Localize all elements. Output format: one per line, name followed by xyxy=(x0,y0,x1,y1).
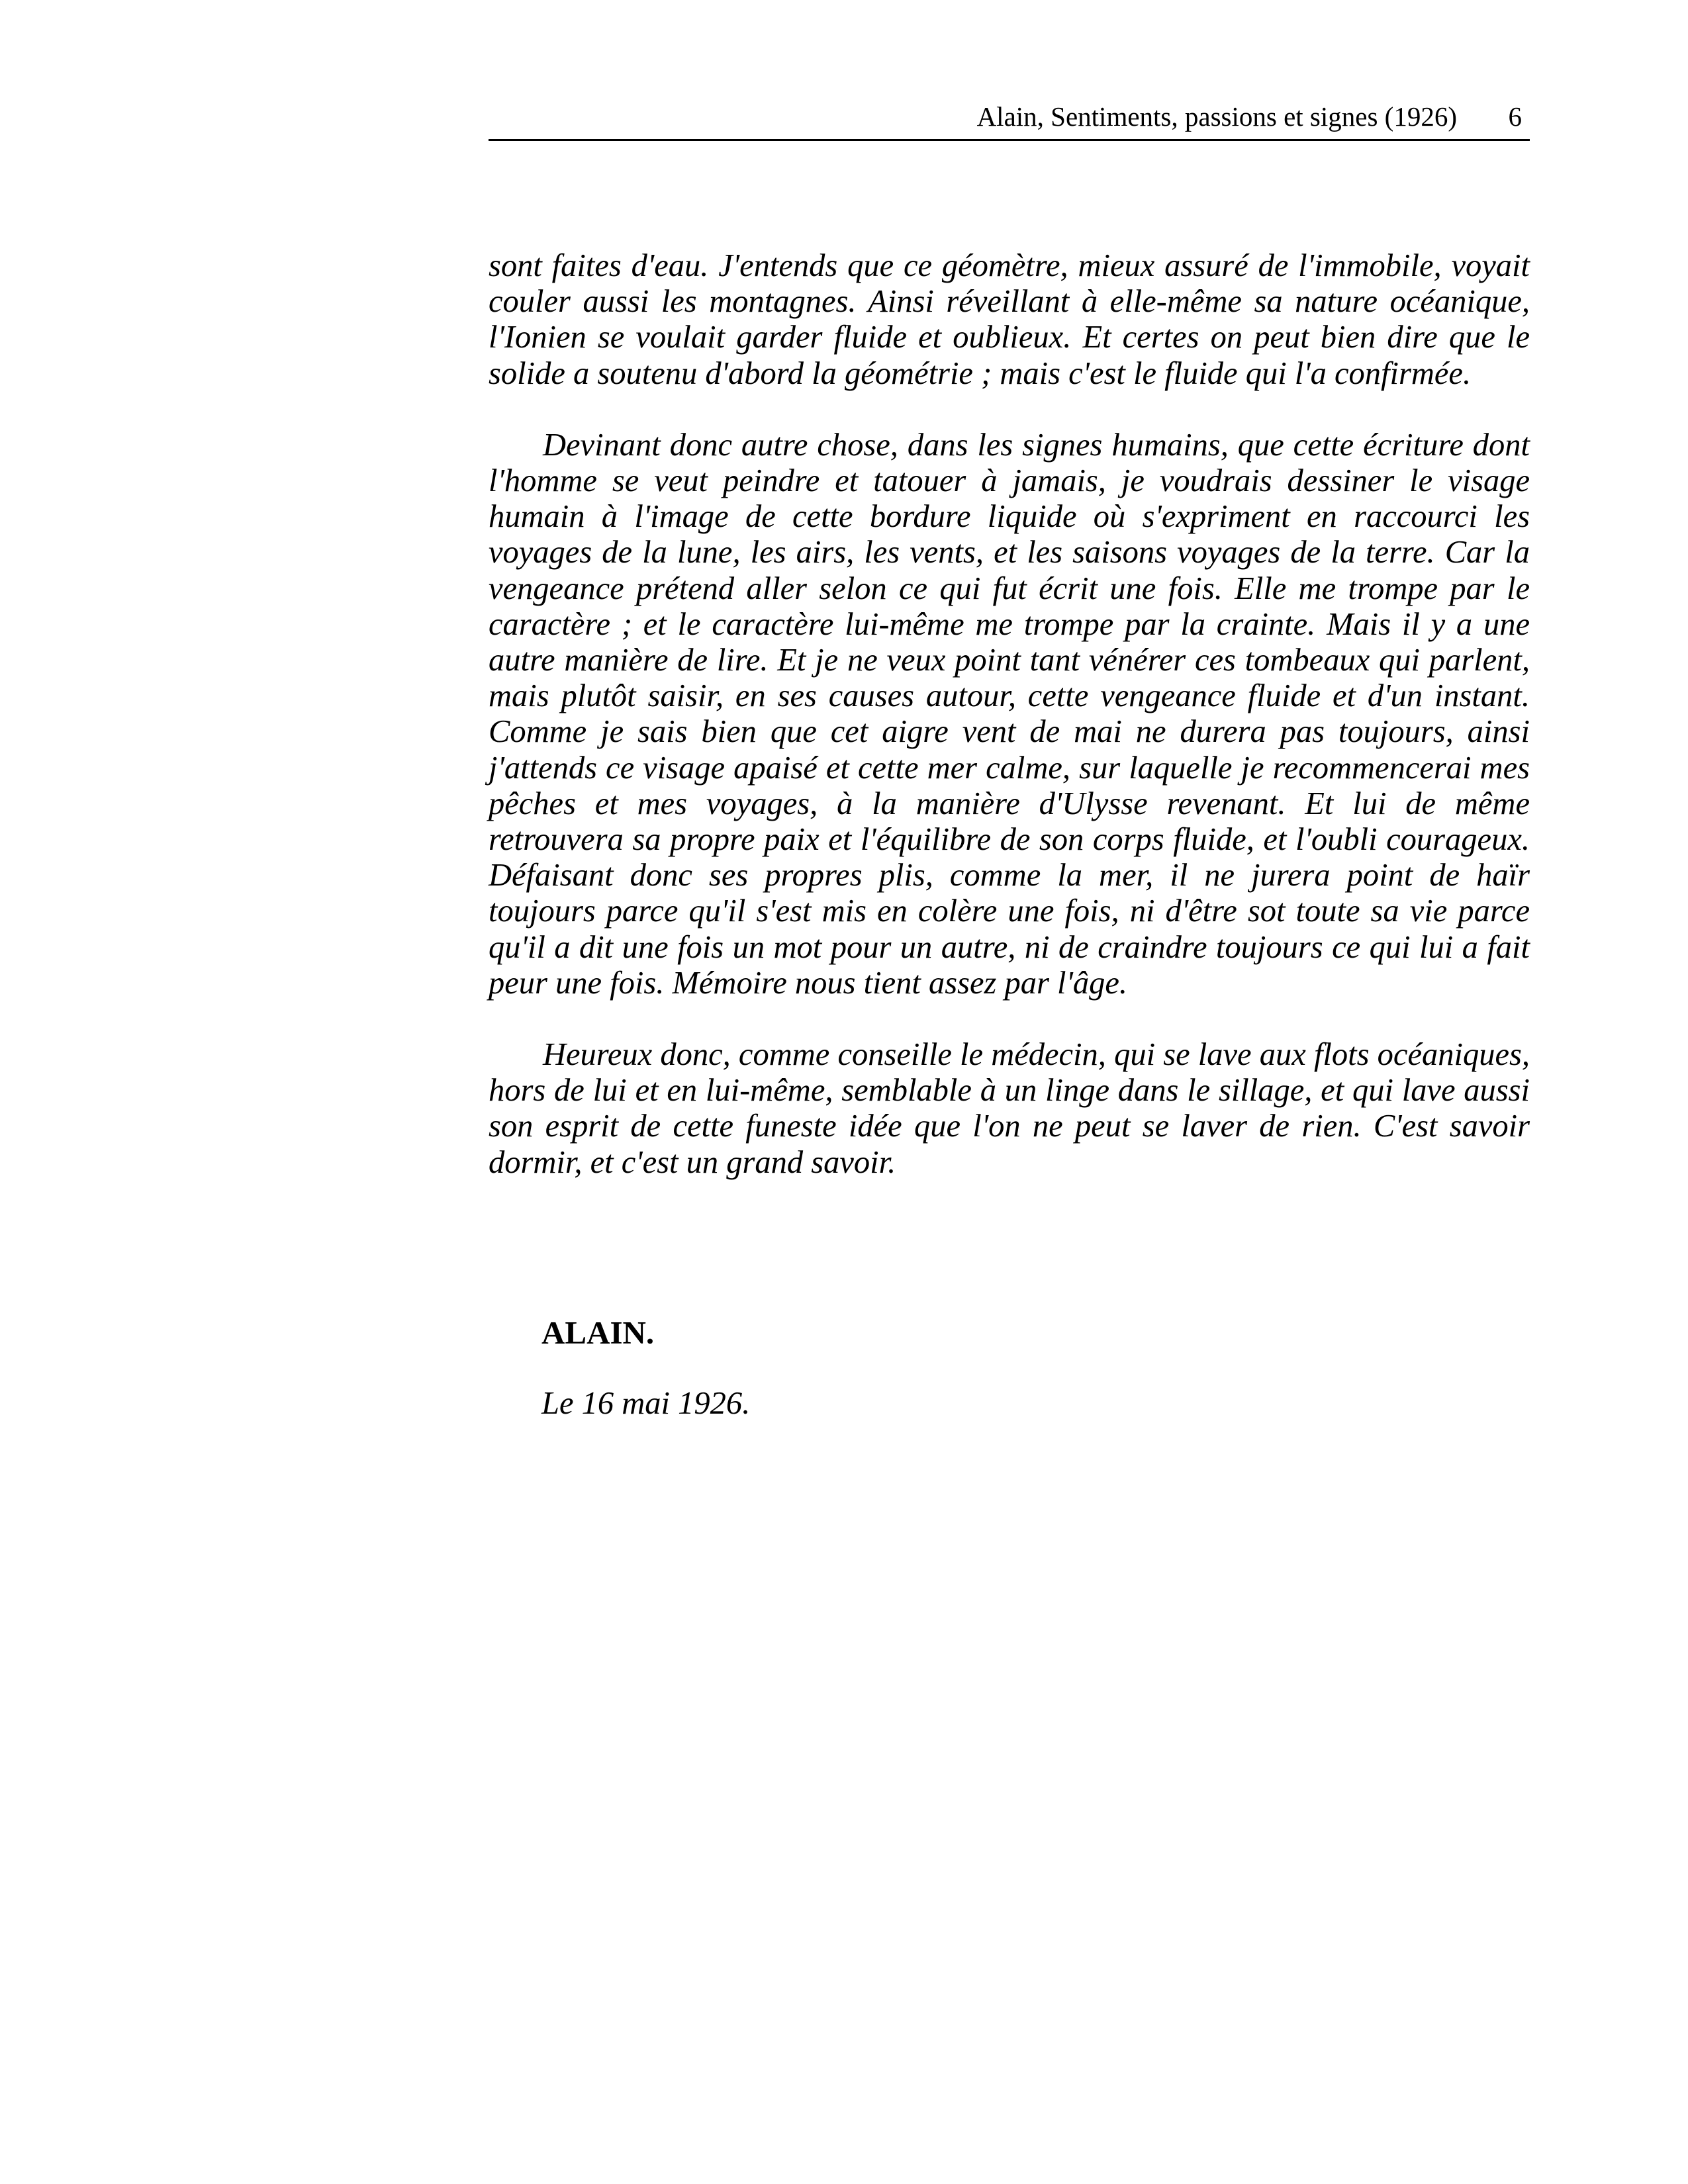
author-signature: ALAIN. xyxy=(541,1314,655,1351)
paragraph-continued: sont faites d'eau. J'entends que ce géomètre, mieux assuré de l'immobile, voyait couler aussi les montagnes. Ainsi réveillant à elle-même sa nature océanique, l'Ionien se voulait garder fluide et oublieux. Et certes on peut bien dire que le solide a soutenu d'abord la géométrie ; mais c'est le fluide qui l'a confirmée. xyxy=(489,248,1530,391)
running-header xyxy=(489,97,1530,141)
page-number: 6 xyxy=(1508,101,1522,132)
paragraph: Devinant donc autre chose, dans les signes humains, que cette écriture dont l'homme se veut peindre et tatouer à jamais, je voudrais dessiner le visage humain à l'image de cette bordure liquide où s'expriment en raccourci les voyages de la lune, les airs, les vents, et les saisons voyages de la terre. Car la vengeance prétend aller selon ce qui fut écrit une fois. Elle me trompe par le caractère ; et le caractère lui-même me trompe par la crainte. Mais il y a une autre manière de lire. Et je ne veux point tant vénérer ces tombeaux qui parlent, mais plutôt saisir, en ses causes autour, cette vengeance fluide et d'un instant. Comme je sais bien que cet aigre vent de mai ne durera pas toujours, ainsi j'attends ce visage apaisé et cette mer calme, sur laquelle je recommencerai mes pêches et mes voyages, à la manière d'Ulysse revenant. Et lui de même retrouvera sa propre paix et l'équilibre de son corps fluide, et l'oubli courageux. Défaisant donc ses propres plis, comme la mer, il ne jurera point de haïr toujours parce qu'il s'est mis en colère une fois, ni d'être sot toute sa vie parce qu'il a dit une fois un mot pour un autre, ni de craindre toujours ce qui lui a fait peur une fois. Mémoire nous tient assez par l'âge. xyxy=(489,427,1530,1001)
date-line: Le 16 mai 1926. xyxy=(541,1386,751,1421)
paragraph: Heureux donc, comme conseille le médecin, qui se lave aux flots océaniques, hors de lui et en lui-même, semblable à un linge dans le sillage, et qui lave aussi son esprit de cette funeste idée que l'on ne peut se laver de rien. C'est savoir dormir, et c'est un grand savoir. xyxy=(489,1037,1530,1180)
body-text xyxy=(489,248,1530,1181)
header-title: Alain, Sentiments, passions et signes (1926) xyxy=(976,101,1457,132)
